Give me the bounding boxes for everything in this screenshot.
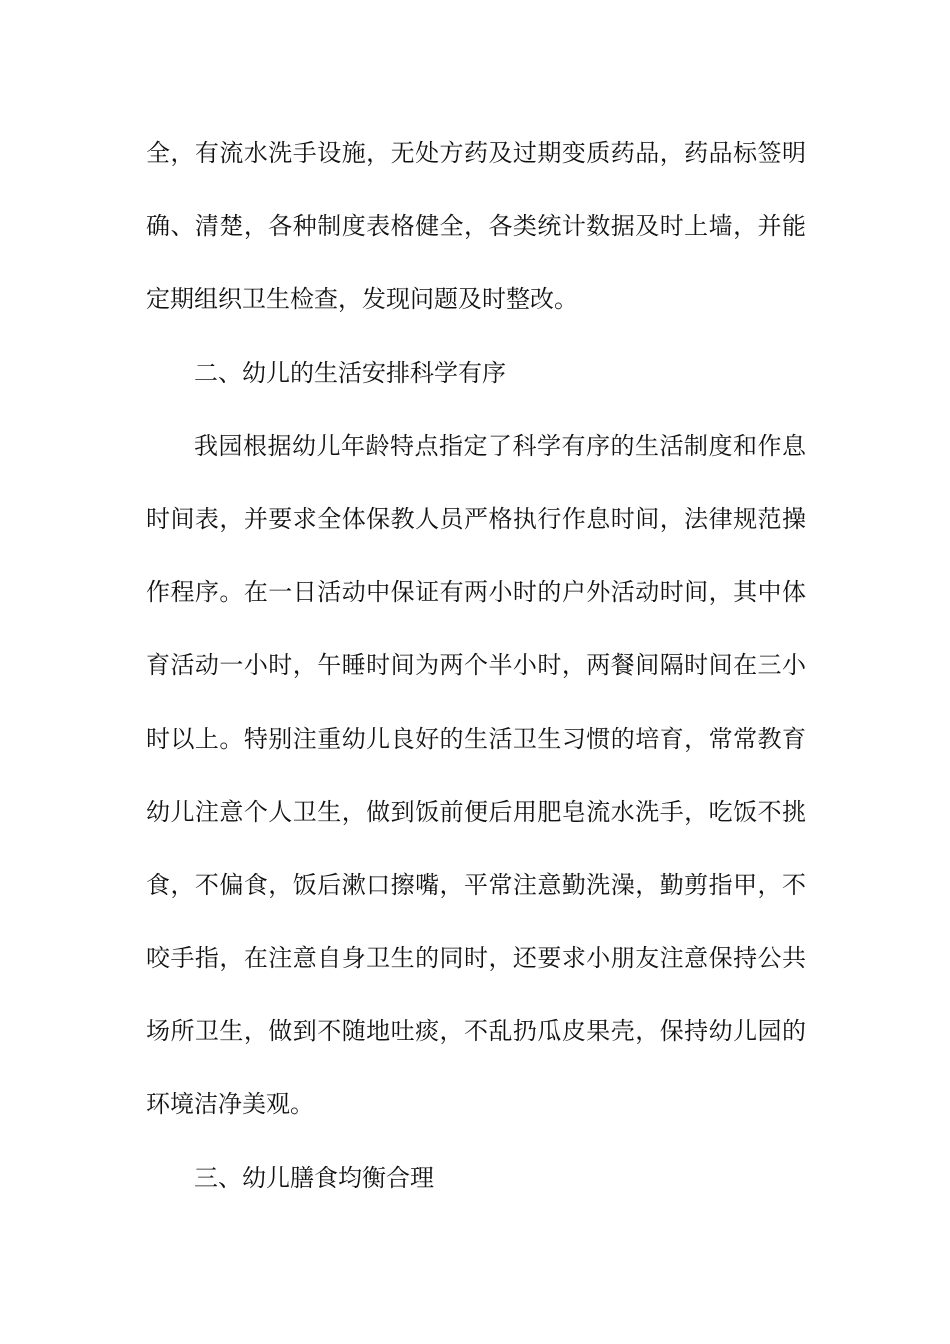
paragraph-facilities (146, 128, 806, 348)
paragraph-line: 场所卫生，做到不随地吐痰，不乱扔瓜皮果壳，保持幼儿园的 (146, 1017, 806, 1046)
paragraph-line: 咬手指，在注意自身卫生的同时，还要求小朋友注意保持公共 (146, 944, 806, 973)
paragraph-daily-schedule (146, 421, 806, 1153)
paragraph-line: 全，有流水洗手设施，无处方药及过期变质药品，药品标签明 (146, 139, 806, 167)
paragraph-line: 食，不偏食，饭后漱口擦嘴，平常注意勤洗澡，勤剪指甲，不 (146, 870, 806, 899)
paragraph-line: 定期组织卫生检查，发现问题及时整改。 (146, 285, 578, 314)
paragraph-line: 确、清楚，各种制度表格健全，各类统计数据及时上墙，并能 (146, 212, 806, 241)
paragraph-line: 我园根据幼儿年龄特点指定了科学有序的生活制度和作息 (194, 431, 806, 460)
heading-text: 三、幼儿膳食均衡合理 (194, 1163, 434, 1192)
paragraph-line: 时以上。特别注重幼儿良好的生活卫生习惯的培育，常常教育 (146, 724, 806, 753)
paragraph-line: 时间表，并要求全体保教人员严格执行作息时间，法律规范操 (146, 504, 806, 533)
paragraph-line: 作程序。在一日活动中保证有两小时的户外活动时间，其中体 (146, 578, 806, 607)
section-heading-3 (146, 1153, 806, 1226)
paragraph-line: 幼儿注意个人卫生，做到饭前便后用肥皂流水洗手，吃饭不挑 (146, 797, 806, 826)
document-body (146, 128, 806, 1226)
section-heading-2 (146, 348, 806, 421)
heading-text: 二、幼儿的生活安排科学有序 (194, 358, 506, 387)
paragraph-line: 环境洁净美观。 (146, 1090, 314, 1119)
paragraph-line: 育活动一小时，午睡时间为两个半小时，两餐间隔时间在三小 (146, 651, 806, 680)
